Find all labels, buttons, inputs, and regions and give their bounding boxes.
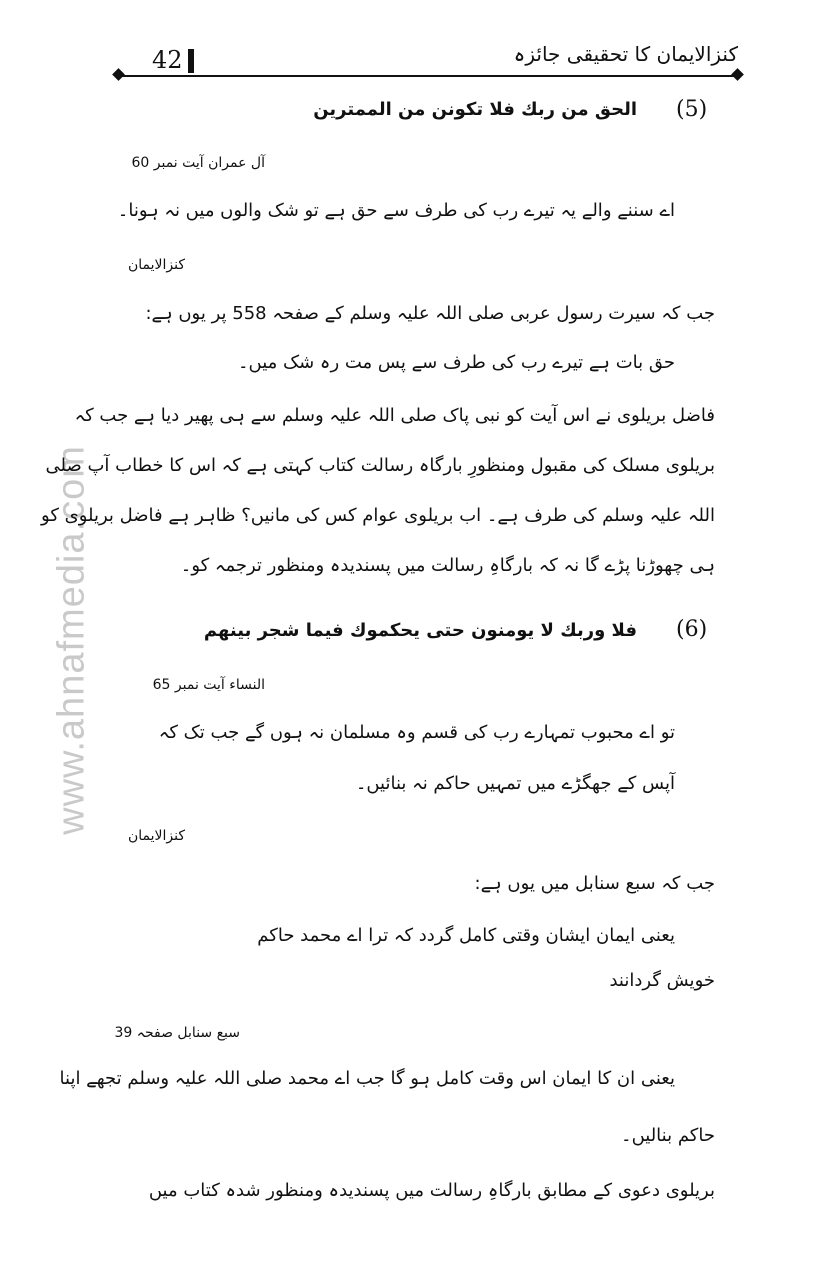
section-6-arabic-verse: فلا وربك لا يومنون حتى يحكموك فيما شجر بينهم: [203, 620, 637, 641]
section-6-urdu-line: حاکم بنالیں۔: [621, 1125, 715, 1146]
watermark: www.ahnafmedia.com: [50, 445, 93, 835]
section-5-para-line: بریلوی مسلک کی مقبول ومنظورِ بارگاہ رسالت کتاب کہتی ہے کہ اس کا خطاب آپ صلی: [45, 455, 715, 476]
section-5-reference: آل عمران آیت نمبر 60: [131, 155, 265, 171]
page-header: [118, 36, 738, 80]
section-6-persian-line: یعنی ایمان ایشان وقتی کامل گردد کہ ترا اے محمد حاکم: [257, 925, 675, 946]
section-6-intro: جب کہ سبع سنابل میں یوں ہے:: [474, 873, 715, 894]
section-6-closing: بریلوی دعوی کے مطابق بارگاہِ رسالت میں پسندیدہ ومنظور شدہ کتاب میں: [148, 1180, 715, 1201]
section-5-source: کنزالایمان: [127, 257, 185, 273]
section-5-para-line: ہی چھوڑنا پڑے گا نہ کہ بارگاہِ رسالت میں پسندیدہ ومنظور ترجمہ کو۔: [180, 555, 715, 576]
section-6-source: کنزالایمان: [127, 828, 185, 844]
section-5-arabic-verse: الحق من ربك فلا تكونن من الممترين: [313, 99, 637, 120]
section-5-quote: حق بات ہے تیرے رب کی طرف سے پس مت رہ شک میں۔: [237, 352, 675, 373]
section-5-translation: اے سننے والے یہ تیرے رب کی طرف سے حق ہے تو شک والوں میں نہ ہونا۔: [117, 200, 675, 221]
page-number: 42: [152, 46, 183, 74]
header-rule: [118, 75, 738, 77]
book-title: کنزالایمان کا تحقیقی جائزہ: [513, 42, 738, 66]
section-6-translation-line: تو اے محبوب تمہارے رب کی قسم وہ مسلمان نہ ہوں گے جب تک کہ: [158, 722, 675, 743]
section-5-number: (5): [676, 97, 708, 122]
section-5-para-line: اللہ علیہ وسلم کی طرف ہے۔ اب بریلوی عوام کس کی مانیں؟ ظاہر ہے فاضل بریلوی کو: [41, 505, 715, 526]
section-5-intro: جب کہ سیرت رسول عربی صلی اللہ علیہ وسلم کے صفحہ 558 پر یوں ہے:: [145, 303, 715, 324]
section-6-persian-ref: سبع سنابل صفحہ 39: [114, 1025, 240, 1041]
section-6-number: (6): [676, 617, 708, 642]
section-6-persian-line: خویش گردانند: [609, 970, 715, 991]
page-number-bar: [188, 49, 194, 73]
section-6-reference: النساء آیت نمبر 65: [152, 677, 265, 693]
section-5-para-line: فاضل بریلوی نے اس آیت کو نبی پاک صلی اللہ علیہ وسلم سے ہی پھیر دیا ہے جب کہ: [74, 405, 715, 426]
section-6-urdu-line: یعنی ان کا ایمان اس وقت کامل ہو گا جب اے محمد صلی اللہ علیہ وسلم تجھے اپنا: [59, 1068, 675, 1089]
section-6-translation-line: آپس کے جھگڑے میں تمہیں حاکم نہ بنائیں۔: [355, 773, 675, 794]
